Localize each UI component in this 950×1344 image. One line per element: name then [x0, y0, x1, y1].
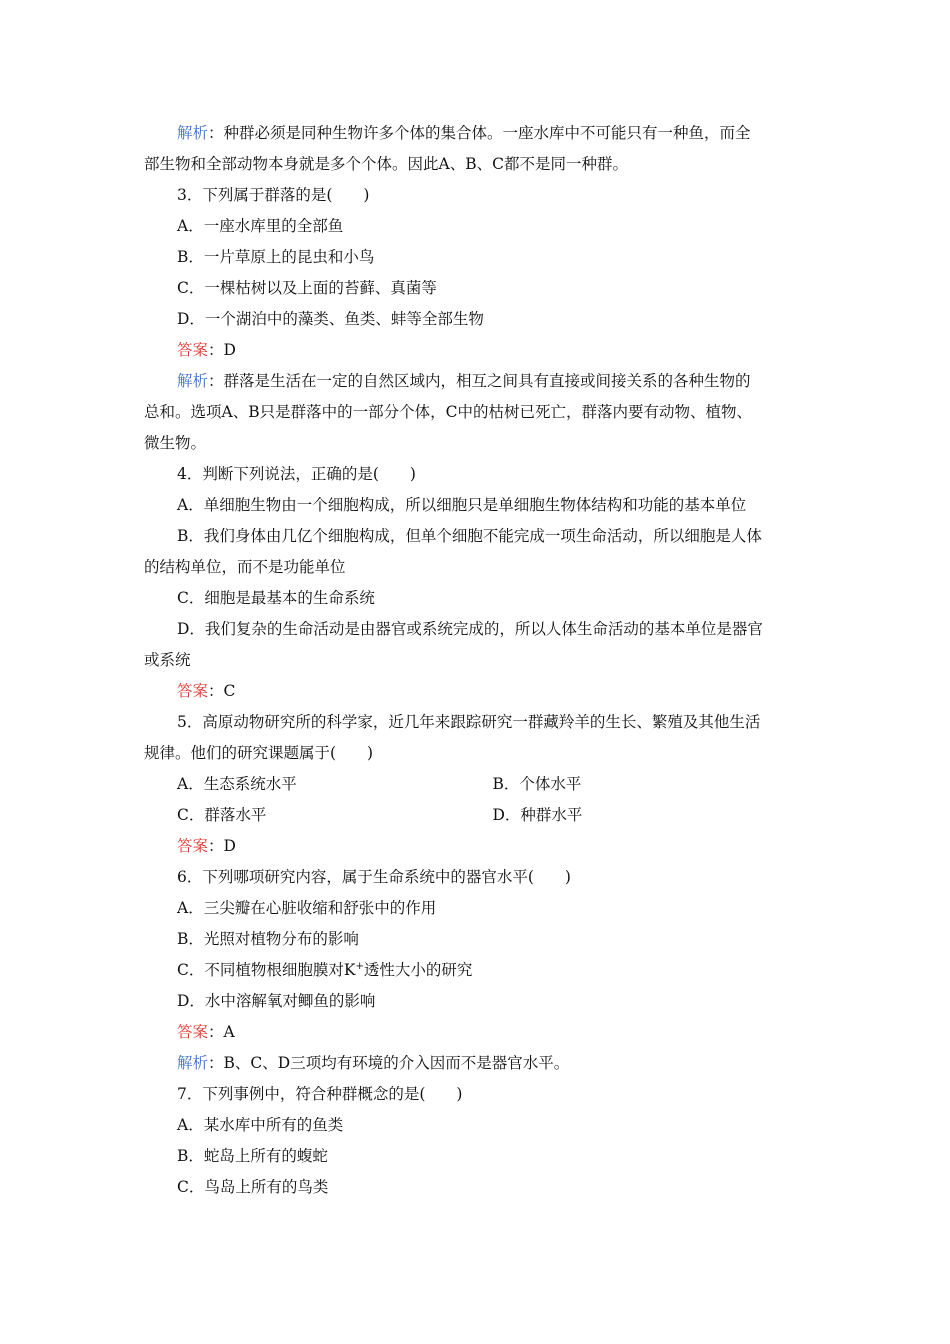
question-3-option-a: A．一座水库里的全部鱼	[177, 217, 344, 235]
question-5-options-row-1	[144, 769, 808, 800]
analysis-text: ：群落是生活在一定的自然区域内，相互之间具有直接或间接关系的各种生物的	[208, 372, 751, 390]
question-5-option-a: A．生态系统水平	[177, 775, 297, 793]
analysis-label: 解析	[177, 1054, 209, 1072]
option-c-text-after: 透性大小的研究	[363, 961, 473, 979]
question-7-option-b: B．蛇岛上所有的蝮蛇	[177, 1147, 328, 1165]
analysis-label: 解析	[177, 372, 209, 390]
answer-value: ：D	[208, 341, 236, 359]
question-6-analysis	[144, 1048, 808, 1079]
answer-value: ：A	[208, 1023, 235, 1041]
question-4-option-d: D．我们复杂的生命活动是由器官或系统完成的，所以人体生命活动的基本单位是器官	[177, 620, 763, 638]
answer-value: ：D	[208, 837, 236, 855]
question-7-option-c: C．鸟岛上所有的鸟类	[177, 1178, 329, 1196]
superscript-plus: +	[355, 960, 364, 972]
question-7-option-a: A．某水库中所有的鱼类	[177, 1116, 344, 1134]
answer-value: ：C	[208, 682, 236, 700]
question-5-stem-continued: 规律。他们的研究课题属于( )	[144, 744, 374, 762]
question-5-option-c: C．群落水平	[177, 806, 267, 824]
question-3-stem: 3．下列属于群落的是( )	[177, 186, 370, 204]
question-7-stem: 7．下列事例中，符合种群概念的是( )	[177, 1085, 463, 1103]
analysis-text-continued: 部生物和全部动物本身就是多个个体。因此A、B、C都不是同一种群。	[144, 155, 628, 173]
question-4-option-a: A．单细胞生物由一个细胞构成，所以细胞只是单细胞生物体结构和功能的基本单位	[177, 496, 747, 514]
question-5-answer	[144, 831, 808, 862]
question-3-option-b: B．一片草原上的昆虫和小鸟	[177, 248, 375, 266]
answer-label: 答案	[177, 682, 209, 700]
document-content	[144, 118, 808, 1203]
option-c-text-before: C．不同植物根细胞膜对K	[177, 961, 356, 979]
question-4-answer	[144, 676, 808, 707]
analysis-text-continued: 总和。选项A、B只是群落中的一部分个体，C中的枯树已死亡，群落内要有动物、植物、	[144, 403, 752, 421]
question-4-option-b-continued: 的结构单位，而不是功能单位	[144, 558, 346, 576]
question-4-option-b: B．我们身体由几亿个细胞构成，但单个细胞不能完成一项生命活动，所以细胞是人体	[177, 527, 762, 545]
question-4-option-d-continued: 或系统	[144, 651, 191, 669]
question-6-option-b: B．光照对植物分布的影响	[177, 930, 359, 948]
question-5-options-row-2	[144, 800, 808, 831]
answer-label: 答案	[177, 341, 209, 359]
analysis-paragraph-q2	[144, 118, 808, 149]
question-5-stem: 5．高原动物研究所的科学家，近几年来跟踪研究一群藏羚羊的生长、繁殖及其他生活	[177, 713, 761, 731]
answer-label: 答案	[177, 1023, 209, 1041]
question-6-stem: 6．下列哪项研究内容，属于生命系统中的器官水平( )	[177, 868, 571, 886]
question-3-option-d: D．一个湖泊中的藻类、鱼类、蚌等全部生物	[177, 310, 484, 328]
question-6-option-a: A．三尖瓣在心脏收缩和舒张中的作用	[177, 899, 437, 917]
analysis-label: 解析	[177, 124, 209, 142]
question-6-answer	[144, 1017, 808, 1048]
question-5-option-b: B．个体水平	[492, 775, 582, 793]
question-6-option-d: D．水中溶解氧对鲫鱼的影响	[177, 992, 376, 1010]
answer-label: 答案	[177, 837, 209, 855]
question-4-stem: 4．判断下列说法，正确的是( )	[177, 465, 416, 483]
question-5-option-d: D．种群水平	[492, 806, 583, 824]
question-4-option-c: C．细胞是最基本的生命系统	[177, 589, 375, 607]
question-3-option-c: C．一棵枯树以及上面的苔藓、真菌等	[177, 279, 437, 297]
analysis-text-continued: 微生物。	[144, 434, 207, 452]
question-3-analysis	[144, 366, 808, 397]
question-6-option-c	[144, 955, 808, 986]
analysis-text: ：种群必须是同种生物许多个体的集合体。一座水库中不可能只有一种鱼，而全	[208, 124, 751, 142]
question-3-answer	[144, 335, 808, 366]
analysis-text: ：B、C、D三项均有环境的介入因而不是器官水平。	[208, 1054, 570, 1072]
